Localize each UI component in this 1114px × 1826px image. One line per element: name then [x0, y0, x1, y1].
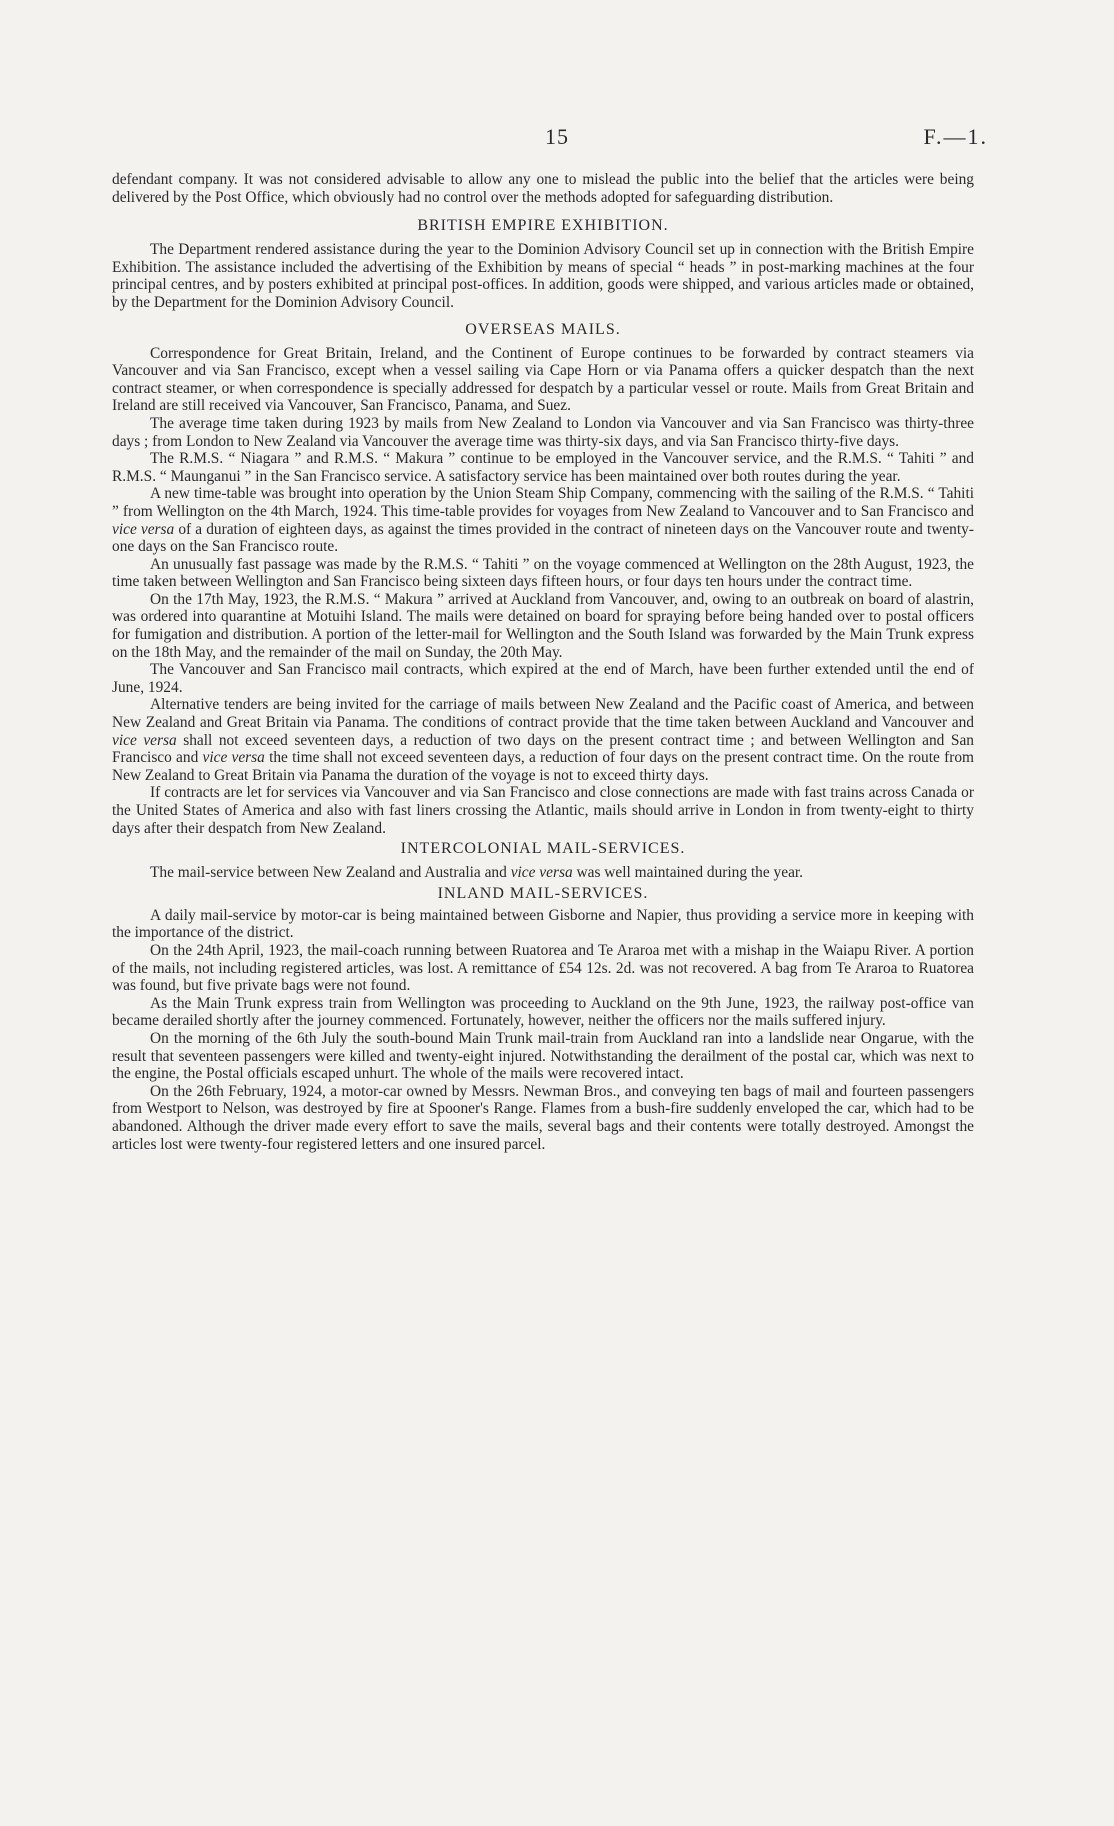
section-heading-inland-mail-services: INLAND MAIL-SERVICES. — [437, 884, 649, 902]
paragraph — [112, 485, 974, 555]
paragraph: The average time taken during 1923 by mails from New Zealand to London via Vancouver and via San Francisco was thirty-three days ; from London to New Zealand via Vancouver the average time was thirty-six days, and via San Francisco thirty-five days. — [112, 414, 974, 450]
paragraph: defendant company. It was not considered advisable to allow any one to mislead the public into the belief that the articles were being delivered by the Post Office, which obviously had no control over the methods adopted for safeguarding distribution. — [112, 171, 974, 206]
text-run: was well maintained during the year. — [576, 864, 804, 882]
document-reference: F.—1. — [923, 124, 988, 149]
paragraph: If contracts are let for services via Vancouver and via San Francisco and close connections are made with fast trains across Canada or the United States of America and also with fast liners crossing the Atlantic, mails should arrive in London in from twenty-eight to thirty days after their despatch from New Zealand. — [112, 784, 974, 837]
text-run: Alternative tenders are being invited for the carriage of mails between New Zealand and the Pacific coast of America, and between New Zealand and Great Britain via Panama. The conditions of contract provide that the time taken between Auckland and Vancouver and — [112, 696, 974, 732]
section-heading-british-empire-exhibition: BRITISH EMPIRE EXHIBITION. — [417, 217, 669, 235]
paragraph: The R.M.S. “ Niagara ” and R.M.S. “ Makura ” continue to be employed in the Vancouver service, and the R.M.S. “ Tahiti ” and R.M.S. “ Maunganui ” in the San Francisco service. A satisfactory service has been maintained over both routes during the year. — [112, 450, 974, 485]
italic-text: vice versa — [112, 520, 175, 538]
document-body — [112, 171, 974, 1153]
paragraph: On the 24th April, 1923, the mail-coach running between Ruatorea and Te Araroa met with a mishap in the Waiapu River. A portion of the mails, not including registered articles, was lost. A remittance of £54 12s. 2d. was not recovered. A bag from Te Araroa to Ruatorea was found, but five private bags were not found. — [112, 941, 974, 995]
text-run: shall not exceed seventeen days, a reduction of two days on the present contract time ; and between Wellington and San Francisco and — [112, 731, 974, 767]
paragraph — [112, 864, 974, 882]
italic-text: vice versa — [510, 864, 573, 882]
italic-text: vice versa — [112, 731, 177, 749]
text-run: of a duration of eighteen days, as against the times provided in the contract of nineteen days on the Vancouver route and twenty-one days on the San Francisco route. — [112, 520, 974, 556]
text-run: the time shall not exceed seventeen days, a reduction of four days on the present contract time. On the route from New Zealand to Great Britain via Panama the duration of the voyage is not to exceed thirty days. — [112, 749, 974, 784]
paragraph: Correspondence for Great Britain, Ireland, and the Continent of Europe continues to be forwarded by contract steamers via Vancouver and via San Francisco, except when a vessel sailing via Cape Horn or via Panama offers a quicker despatch than the next contract steamer, or when correspondence is specially addressed for despatch by a particular vessel or route. Mails from Great Britain and Ireland are still received via Vancouver, San Francisco, Panama, and Suez. — [112, 344, 974, 415]
paragraph: The Vancouver and San Francisco mail contracts, which expired at the end of March, have been further extended until the end of June, 1924. — [112, 661, 974, 696]
paragraph: A daily mail-service by motor-car is being maintained between Gisborne and Napier, thus providing a service more in keeping with the importance of the district. — [112, 906, 974, 942]
paragraph: On the 17th May, 1923, the R.M.S. “ Makura ” arrived at Auckland from Vancouver, and, owing to an outbreak on board of alastrin, was ordered into quarantine at Motuihi Island. The mails were detained on board for spraying before being handed over to postal officers for fumigation and distribution. A portion of the letter-mail for Wellington and the South Island was forwarded by the Main Trunk express on the 18th May, and the remainder of the mail on Sunday, the 20th May. — [112, 590, 974, 661]
paragraph: As the Main Trunk express train from Wellington was proceeding to Auckland on the 9th June, 1923, the railway post-office van became derailed shortly after the journey commenced. Fortunately, however, neither the officers nor the mails suffered injury. — [112, 994, 974, 1030]
page-header — [0, 124, 1114, 154]
paragraph: An unusually fast passage was made by the R.M.S. “ Tahiti ” on the voyage commenced at Wellington on the 28th August, 1923, the time taken between Wellington and San Francisco being sixteen days fifteen hours, or four days ten hours under the contract time. — [112, 555, 974, 591]
italic-text: vice versa — [202, 749, 265, 767]
paragraph: On the morning of the 6th July the south-bound Main Trunk mail-train from Auckland ran into a landslide near Ongarue, with the result that seventeen passengers were killed and twenty-eight injured. Notwithstanding the derailment of the postal car, which was next to the engine, the Postal officials escaped unhurt. The whole of the mails were recovered intact. — [112, 1029, 974, 1083]
paragraph: On the 26th February, 1924, a motor-car owned by Messrs. Newman Bros., and conveying ten bags of mail and fourteen passengers from Westport to Nelson, was destroyed by fire at Spooner's Range. Flames from a bush-fire suddenly enveloped the car, which had to be abandoned. Although the driver made every effort to save the mails, several bags and their contents were totally destroyed. Amongst the articles lost were twenty-four registered letters and one insured parcel. — [112, 1082, 974, 1153]
page-number: 15 — [545, 124, 569, 149]
text-run: The mail-service between New Zealand and Australia and — [150, 864, 507, 882]
paragraph: The Department rendered assistance during the year to the Dominion Advisory Council set up in connection with the British Empire Exhibition. The assistance included the advertising of the Exhibition by means of special “ heads ” in post-marking machines at the four principal centres, and by posters exhibited at principal post-offices. In addition, goods were shipped, and various articles made or obtained, by the Department for the Dominion Advisory Council. — [112, 241, 974, 311]
section-heading-intercolonial-mail-services: INTERCOLONIAL MAIL-SERVICES. — [400, 840, 686, 858]
text-run: A new time-table was brought into operation by the Union Steam Ship Company, commencing with the sailing of the R.M.S. “ Tahiti ” from Wellington on the 4th March, 1924. This time-table provides for voyages from New Zealand to Vancouver and to San Francisco and — [112, 485, 974, 520]
paragraph — [112, 696, 974, 784]
section-heading-overseas-mails: OVERSEAS MAILS. — [465, 320, 621, 338]
